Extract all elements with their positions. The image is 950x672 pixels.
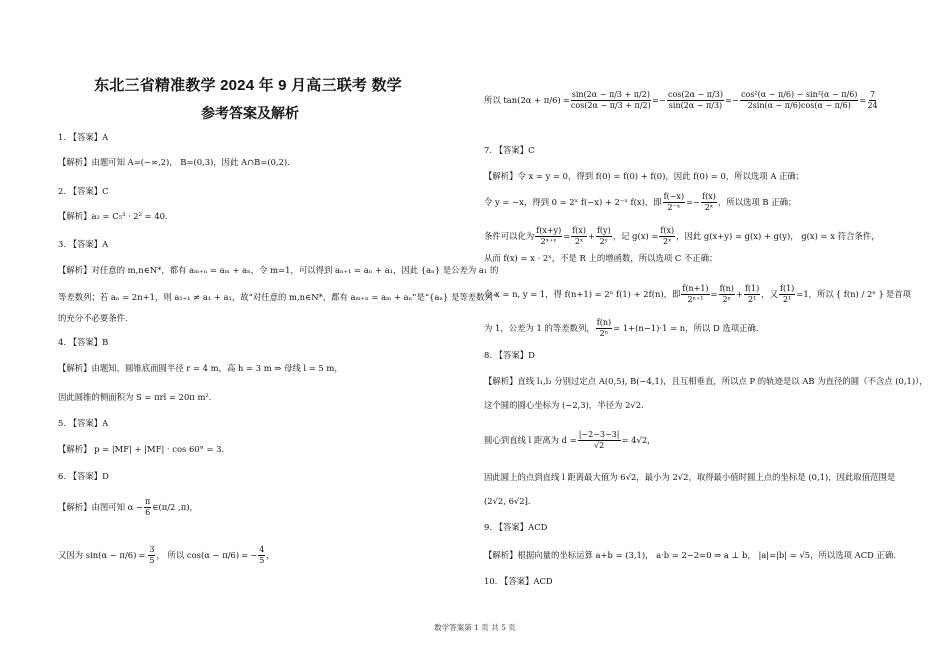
q9-answer: 9. 【答案】ACD bbox=[484, 522, 548, 532]
frac-num: f(x) bbox=[572, 226, 586, 235]
q8-explain-4: 因此圆上的点到直线 l 距离最大值为 6√2，最小为 2√2，取得最小值时圆上点的坐标是 (0,1)，因此取值范围是 bbox=[484, 472, 896, 482]
frac-den: √2 bbox=[594, 441, 605, 450]
eq-sign: = bbox=[710, 289, 718, 299]
eq-sign: = bbox=[859, 95, 867, 105]
eq-sign: = bbox=[563, 231, 571, 241]
q1-explain: 【解析】由题可知 A=(−∞,2)， B=(0,3)，因此 A∩B=(0,2)． bbox=[58, 157, 296, 167]
f-n-frac-b bbox=[596, 318, 612, 339]
frac-num: f(y) bbox=[596, 226, 611, 235]
q2-explain: 【解析】a₂ = C₅³ · 2² = 40． bbox=[58, 211, 174, 221]
q9-explain: 【解析】根据向量的坐标运算 a+b = (3,1)， a·b = 2−2=0 ⇒ a ⊥ b， |a|=|b| = √5，所以选项 ACD 正确． bbox=[484, 550, 902, 560]
q2-answer: 2. 【答案】C bbox=[58, 186, 109, 196]
f-xy-frac bbox=[535, 226, 562, 247]
frac-num: |−2−3−3| bbox=[578, 430, 620, 439]
eq-sign: = bbox=[562, 95, 570, 105]
frac-den: 6 bbox=[145, 508, 151, 517]
q5-explain: 【解析】 p = |MF| + |MF| · cos 60° = 3． bbox=[58, 444, 230, 454]
q6-text-c: ， bbox=[189, 502, 198, 512]
plus-sign: + bbox=[735, 289, 743, 299]
frac-num: 3 bbox=[149, 545, 155, 554]
f-n1-frac bbox=[681, 284, 709, 305]
frac-den: 2ˣ bbox=[663, 237, 672, 246]
frac-den: 2ⁿ⁺¹ bbox=[687, 295, 704, 304]
q7-text-5b: ，又 bbox=[761, 289, 778, 299]
g-def-frac bbox=[659, 226, 675, 247]
page-subtitle: 参考答案及解析 bbox=[201, 105, 299, 121]
q4-explain-1: 【解析】由题知，圆锥底面圆半径 r = 4 m，高 h = 3 m ⇒ 母线 l = 5 m， bbox=[58, 363, 343, 373]
page-title: 东北三省精准教学 2024 年 9 月高三联考 数学 bbox=[94, 77, 402, 94]
frac-den: 2ˣ bbox=[704, 203, 714, 212]
q7-answer: 7. 【答案】C bbox=[484, 145, 535, 155]
plus-sign: + bbox=[587, 231, 595, 241]
q7-text-3c: ，因此 g(x+y) = g(x) + g(y)， g(x) = x 符合条件， bbox=[676, 231, 880, 241]
q8-explain-5: (2√2, 6√2]． bbox=[484, 496, 537, 506]
q3-explain-1: 【解析】对任意的 m,n∈N*，都有 aₘ₊ₙ = aₘ + aₙ，令 m=1，可以得到 aₙ₊₁ = aₙ + a₁，因此 {aₙ} 是公差为 a₁ 的 bbox=[58, 265, 499, 275]
q8-explain-3 bbox=[484, 430, 656, 451]
f-n-frac bbox=[719, 284, 735, 305]
q7-explain-6 bbox=[484, 318, 764, 339]
q4-explain-2: 因此圆锥的侧面积为 S = πrl = 20π m²． bbox=[58, 392, 218, 402]
frac-den: 24 bbox=[867, 101, 878, 110]
tan-frac-3 bbox=[740, 90, 858, 111]
q8-explain-1: 【解析】直线 l₁,l₂ 分别过定点 A(0,5), B(−4,1)，且互相垂直，所以点 P 的轨迹是以 AB 为直径的圆（不含点 (0,1)）， bbox=[484, 376, 928, 386]
q7-text-3a: 条件可以化为 bbox=[484, 231, 535, 241]
frac-num: cos(2α − π/3) bbox=[668, 90, 723, 99]
f-y-frac bbox=[596, 226, 612, 247]
q7-explain-1: 【解析】令 x = y = 0，得到 f(0) = f(0) + f(0)，因此 f(0) = 0，所以选项 A 正确； bbox=[484, 171, 805, 181]
frac-num: f(x) bbox=[660, 226, 675, 235]
eq-sign: = bbox=[651, 95, 659, 105]
frac-num: f(n) bbox=[596, 318, 612, 327]
frac-den: 2ˣ⁺ʸ bbox=[540, 237, 557, 246]
f-1-frac bbox=[744, 284, 760, 305]
q5-answer: 5. 【答案】A bbox=[58, 418, 109, 428]
q4-answer: 4. 【答案】B bbox=[58, 337, 109, 347]
q7-explain-3 bbox=[484, 226, 879, 247]
q6-interval: (π/2 ,π) bbox=[158, 502, 190, 512]
page-footer: 数学答案第 1 页 共 5 页 bbox=[434, 623, 516, 632]
frac-num: f(1) bbox=[780, 284, 795, 293]
frac-den: 5 bbox=[149, 556, 155, 565]
three-fifths-frac bbox=[148, 545, 155, 566]
q6-answer: 6. 【答案】D bbox=[58, 471, 109, 481]
q7-explain-2 bbox=[484, 192, 796, 213]
frac-den: 2sin(α − π/6)cos(α − π/6) bbox=[747, 101, 851, 110]
frac-den: 2ⁿ bbox=[722, 295, 732, 304]
q3-explain-3: 的充分不必要条件． bbox=[58, 313, 134, 323]
fn-sequence-set: { f(n) / 2ⁿ } bbox=[835, 289, 884, 299]
tan-frac-1 bbox=[571, 90, 651, 111]
sin-arg: (α − π/6) bbox=[98, 550, 137, 560]
q7-text-6b: = 1+(n−1)·1 = n，所以 D 选项正确． bbox=[613, 323, 765, 333]
q3-answer: 3. 【答案】A bbox=[58, 239, 109, 249]
frac-num: f(n+1) bbox=[682, 284, 709, 293]
q8-answer: 8. 【答案】D bbox=[484, 350, 535, 360]
eq-sign: = bbox=[686, 197, 694, 207]
q6-explain-1 bbox=[58, 497, 198, 518]
frac-den: sin(2α − π/3) bbox=[668, 101, 723, 110]
q6-text-2b: ， 所以 cos bbox=[156, 550, 201, 560]
distance-frac bbox=[578, 430, 621, 451]
eq-sign: = bbox=[724, 95, 732, 105]
q7-text-5d: 是首项 bbox=[885, 289, 912, 299]
frac-den: 2ⁿ bbox=[599, 329, 609, 338]
cos-arg: (α − π/6) bbox=[200, 550, 240, 560]
frac-num: f(x) bbox=[702, 192, 716, 201]
q7-explain-4: 从而 f(x) = x · 2ˣ，不是 R 上的增函数，所以选项 C 不正确； bbox=[484, 253, 718, 263]
four-fifths-frac bbox=[258, 545, 265, 566]
frac-num: f(n) bbox=[719, 284, 734, 293]
q7-text-3b: ，记 g(x) = bbox=[612, 231, 659, 241]
q6-text-a: 【解析】由图可知 α − bbox=[58, 502, 143, 512]
neg-sign: − bbox=[732, 95, 740, 105]
q7-explain-5 bbox=[484, 284, 911, 305]
q7-text-5a: 令 x = n, y = 1，得 f(n+1) = 2ⁿ f(1) + 2f(n)，即 bbox=[484, 289, 681, 299]
frac-den: 2⁻ˣ bbox=[667, 203, 681, 212]
neg-sign: − bbox=[693, 197, 701, 207]
tan-arg: (2α + π/6) bbox=[517, 95, 561, 105]
frac-den: 2¹ bbox=[783, 295, 792, 304]
q7-text-5c: =1，所以 bbox=[796, 289, 834, 299]
q6-text-2a: 又因为 sin bbox=[58, 550, 99, 560]
frac-den: 2ˣ bbox=[574, 237, 584, 246]
tan-derivation bbox=[484, 90, 879, 111]
frac-num: sin(2α − π/3 + π/2) bbox=[571, 90, 650, 99]
neg-sign: − bbox=[250, 550, 258, 560]
tan-label: 所以 tan bbox=[484, 95, 518, 105]
pi-over-6-frac bbox=[144, 497, 151, 518]
eq-sign: = bbox=[138, 550, 146, 560]
frac-den: 2¹ bbox=[747, 295, 757, 304]
frac-num: f(1) bbox=[744, 284, 760, 293]
q3-explain-2: 等差数列；若 aₙ = 2n+1，则 a₁₊₁ ≠ a₁ + a₁，故“对任意的 m,n∈N*，都有 aₘ₊ₙ = aₘ + aₙ”是“{aₙ} 是等差数列” bbox=[58, 292, 498, 302]
f-x-frac bbox=[701, 192, 717, 213]
neg-sign: − bbox=[658, 95, 666, 105]
q8-text-3a: 圆心到直线 l 距离为 d = bbox=[484, 435, 577, 445]
q8-text-3b: = 4√2， bbox=[621, 435, 656, 445]
frac-num: cos²(α − π/6) − sin²(α − π/6) bbox=[741, 90, 858, 99]
q6-text-2c: ， bbox=[266, 550, 275, 560]
q6-text-b: ∈ bbox=[152, 502, 159, 512]
frac-num: f(x+y) bbox=[536, 226, 562, 235]
frac-num: f(−x) bbox=[663, 192, 685, 201]
q7-text-2b: ，所以选项 B 正确； bbox=[717, 197, 797, 207]
q8-explain-2: 这个圆的圆心坐标为 (−2,3)，半径为 2√2． bbox=[484, 400, 650, 410]
frac-num: 4 bbox=[259, 545, 265, 554]
q6-explain-2 bbox=[58, 545, 275, 566]
frac-den: 5 bbox=[259, 556, 265, 565]
q7-text-2a: 令 y = −x，得到 0 = 2ˣ f(−x) + 2⁻ˣ f(x)，即 bbox=[484, 197, 662, 207]
f-x-frac bbox=[571, 226, 587, 247]
f-1-frac-b bbox=[779, 284, 795, 305]
q10-answer: 10. 【答案】ACD bbox=[484, 576, 553, 586]
tan-frac-2 bbox=[667, 90, 724, 111]
q1-answer: 1. 【答案】A bbox=[58, 132, 109, 142]
frac-num: 7 bbox=[869, 90, 876, 99]
q7-text-6a: 为 1，公差为 1 的等差数列， bbox=[484, 323, 595, 333]
f-negx-frac bbox=[663, 192, 685, 213]
tan-result-frac bbox=[867, 90, 877, 111]
frac-num: π bbox=[145, 497, 151, 506]
frac-den: 2ʸ bbox=[599, 237, 609, 246]
frac-den: cos(2α − π/3 + π/2) bbox=[570, 101, 651, 110]
eq-sign-2: = bbox=[241, 550, 249, 560]
